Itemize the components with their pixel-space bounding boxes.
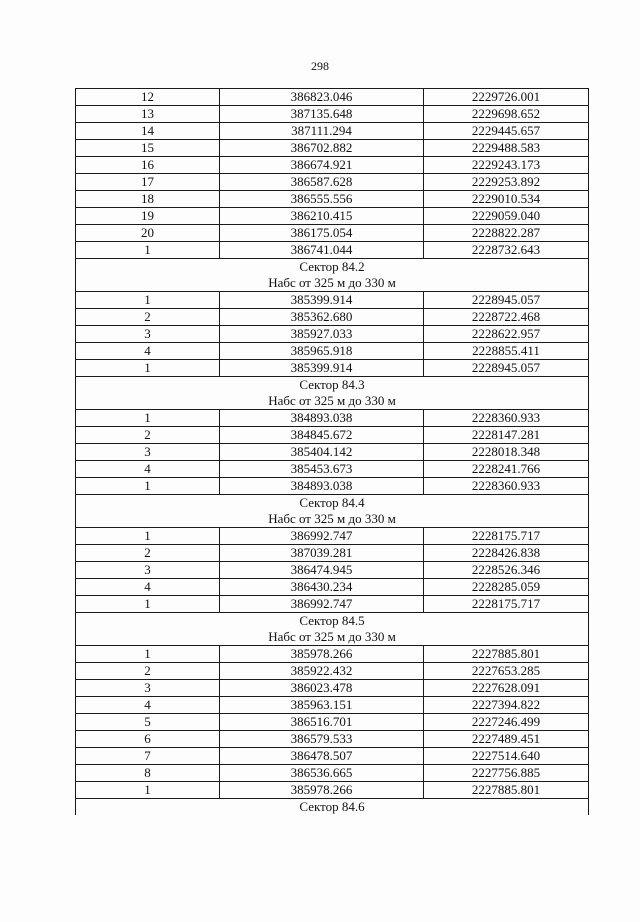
y-coordinate-cell: 2227514.640 <box>424 748 589 765</box>
point-number-cell: 1 <box>76 528 220 545</box>
point-number-cell: 2 <box>76 427 220 444</box>
x-coordinate-cell: 387111.294 <box>220 123 424 140</box>
x-coordinate-cell: 385362.680 <box>220 309 424 326</box>
point-number-cell: 1 <box>76 360 220 377</box>
point-number-cell: 8 <box>76 765 220 782</box>
y-coordinate-cell: 2227628.091 <box>424 680 589 697</box>
point-number-cell: 1 <box>76 782 220 799</box>
x-coordinate-cell: 386430.234 <box>220 579 424 596</box>
x-coordinate-cell: 385399.914 <box>220 360 424 377</box>
x-coordinate-cell: 386741.044 <box>220 242 424 259</box>
x-coordinate-cell: 385399.914 <box>220 292 424 309</box>
point-number-cell: 20 <box>76 225 220 242</box>
table-row <box>76 292 589 309</box>
y-coordinate-cell: 2228722.468 <box>424 309 589 326</box>
table-row <box>76 663 589 680</box>
y-coordinate-cell: 2229726.001 <box>424 89 589 106</box>
sector-heading: Сектор 84.2 <box>76 259 589 276</box>
y-coordinate-cell: 2227885.801 <box>424 782 589 799</box>
table-row <box>76 444 589 461</box>
sector-elevation-row <box>76 629 589 646</box>
point-number-cell: 2 <box>76 545 220 562</box>
x-coordinate-cell: 386555.556 <box>220 191 424 208</box>
point-number-cell: 12 <box>76 89 220 106</box>
y-coordinate-cell: 2228622.957 <box>424 326 589 343</box>
point-number-cell: 19 <box>76 208 220 225</box>
x-coordinate-cell: 386478.507 <box>220 748 424 765</box>
table-row <box>76 714 589 731</box>
point-number-cell: 15 <box>76 140 220 157</box>
table-row <box>76 242 589 259</box>
y-coordinate-cell: 2228945.057 <box>424 360 589 377</box>
sector-elevation-row <box>76 275 589 292</box>
x-coordinate-cell: 386702.882 <box>220 140 424 157</box>
x-coordinate-cell: 384845.672 <box>220 427 424 444</box>
x-coordinate-cell: 386823.046 <box>220 89 424 106</box>
sector-heading: Сектор 84.5 <box>76 613 589 630</box>
y-coordinate-cell: 2229445.657 <box>424 123 589 140</box>
table-row <box>76 360 589 377</box>
x-coordinate-cell: 386516.701 <box>220 714 424 731</box>
sector-heading: Сектор 84.3 <box>76 377 589 394</box>
point-number-cell: 16 <box>76 157 220 174</box>
y-coordinate-cell: 2227885.801 <box>424 646 589 663</box>
y-coordinate-cell: 2228018.348 <box>424 444 589 461</box>
table-row <box>76 123 589 140</box>
table-row <box>76 106 589 123</box>
y-coordinate-cell: 2228526.346 <box>424 562 589 579</box>
table-row <box>76 646 589 663</box>
sector-elevation-range: Набс от 325 м до 330 м <box>76 629 589 646</box>
y-coordinate-cell: 2228285.059 <box>424 579 589 596</box>
point-number-cell: 1 <box>76 646 220 663</box>
x-coordinate-cell: 387135.648 <box>220 106 424 123</box>
table-row <box>76 461 589 478</box>
x-coordinate-cell: 385453.673 <box>220 461 424 478</box>
point-number-cell: 2 <box>76 309 220 326</box>
table-row <box>76 596 589 613</box>
point-number-cell: 4 <box>76 697 220 714</box>
x-coordinate-cell: 386023.478 <box>220 680 424 697</box>
y-coordinate-cell: 2228732.643 <box>424 242 589 259</box>
page-number: 298 <box>311 59 329 73</box>
table-row <box>76 579 589 596</box>
table-row <box>76 478 589 495</box>
y-coordinate-cell: 2229243.173 <box>424 157 589 174</box>
point-number-cell: 3 <box>76 562 220 579</box>
table-row <box>76 545 589 562</box>
y-coordinate-cell: 2228945.057 <box>424 292 589 309</box>
table-row <box>76 89 589 106</box>
point-number-cell: 1 <box>76 410 220 427</box>
point-number-cell: 1 <box>76 292 220 309</box>
sector-elevation-row <box>76 511 589 528</box>
point-number-cell: 4 <box>76 461 220 478</box>
point-number-cell: 3 <box>76 680 220 697</box>
x-coordinate-cell: 386992.747 <box>220 596 424 613</box>
point-number-cell: 5 <box>76 714 220 731</box>
y-coordinate-cell: 2228360.933 <box>424 478 589 495</box>
y-coordinate-cell: 2228822.287 <box>424 225 589 242</box>
y-coordinate-cell: 2227394.822 <box>424 697 589 714</box>
coordinates-table <box>75 88 589 815</box>
table-row <box>76 225 589 242</box>
y-coordinate-cell: 2229253.892 <box>424 174 589 191</box>
y-coordinate-cell: 2228426.838 <box>424 545 589 562</box>
y-coordinate-cell: 2227489.451 <box>424 731 589 748</box>
point-number-cell: 3 <box>76 444 220 461</box>
table-row <box>76 697 589 714</box>
table-row <box>76 427 589 444</box>
y-coordinate-cell: 2227246.499 <box>424 714 589 731</box>
table-row <box>76 174 589 191</box>
point-number-cell: 4 <box>76 579 220 596</box>
point-number-cell: 7 <box>76 748 220 765</box>
x-coordinate-cell: 384893.038 <box>220 478 424 495</box>
x-coordinate-cell: 385922.432 <box>220 663 424 680</box>
table-row <box>76 562 589 579</box>
point-number-cell: 14 <box>76 123 220 140</box>
sector-heading-row <box>76 495 589 512</box>
sector-elevation-range: Набс от 325 м до 330 м <box>76 275 589 292</box>
x-coordinate-cell: 386210.415 <box>220 208 424 225</box>
table-row <box>76 343 589 360</box>
table-row <box>76 731 589 748</box>
x-coordinate-cell: 386587.628 <box>220 174 424 191</box>
sector-heading-row <box>76 259 589 276</box>
x-coordinate-cell: 386175.054 <box>220 225 424 242</box>
x-coordinate-cell: 386579.533 <box>220 731 424 748</box>
y-coordinate-cell: 2228360.933 <box>424 410 589 427</box>
sector-elevation-range: Набс от 325 м до 330 м <box>76 511 589 528</box>
x-coordinate-cell: 384893.038 <box>220 410 424 427</box>
sector-elevation-range: Набс от 325 м до 330 м <box>76 393 589 410</box>
point-number-cell: 1 <box>76 478 220 495</box>
x-coordinate-cell: 386992.747 <box>220 528 424 545</box>
point-number-cell: 4 <box>76 343 220 360</box>
y-coordinate-cell: 2229059.040 <box>424 208 589 225</box>
point-number-cell: 1 <box>76 596 220 613</box>
table-row <box>76 528 589 545</box>
table-row <box>76 140 589 157</box>
table-row <box>76 410 589 427</box>
y-coordinate-cell: 2229698.652 <box>424 106 589 123</box>
table-row <box>76 748 589 765</box>
y-coordinate-cell: 2229010.534 <box>424 191 589 208</box>
point-number-cell: 13 <box>76 106 220 123</box>
x-coordinate-cell: 386474.945 <box>220 562 424 579</box>
point-number-cell: 2 <box>76 663 220 680</box>
table-row <box>76 782 589 799</box>
point-number-cell: 3 <box>76 326 220 343</box>
sector-heading: Сектор 84.6 <box>76 799 589 816</box>
sector-heading-row <box>76 377 589 394</box>
y-coordinate-cell: 2227653.285 <box>424 663 589 680</box>
x-coordinate-cell: 387039.281 <box>220 545 424 562</box>
y-coordinate-cell: 2228147.281 <box>424 427 589 444</box>
table-row <box>76 680 589 697</box>
point-number-cell: 17 <box>76 174 220 191</box>
x-coordinate-cell: 385963.151 <box>220 697 424 714</box>
x-coordinate-cell: 385404.142 <box>220 444 424 461</box>
x-coordinate-cell: 385978.266 <box>220 782 424 799</box>
x-coordinate-cell: 386536.665 <box>220 765 424 782</box>
sector-heading-row <box>76 613 589 630</box>
coordinates-table-body <box>76 89 589 816</box>
table-row <box>76 157 589 174</box>
x-coordinate-cell: 386674.921 <box>220 157 424 174</box>
y-coordinate-cell: 2228241.766 <box>424 461 589 478</box>
sector-elevation-row <box>76 393 589 410</box>
table-row <box>76 191 589 208</box>
point-number-cell: 18 <box>76 191 220 208</box>
y-coordinate-cell: 2228175.717 <box>424 528 589 545</box>
y-coordinate-cell: 2228175.717 <box>424 596 589 613</box>
y-coordinate-cell: 2228855.411 <box>424 343 589 360</box>
table-row <box>76 309 589 326</box>
x-coordinate-cell: 385927.033 <box>220 326 424 343</box>
sector-heading: Сектор 84.4 <box>76 495 589 512</box>
x-coordinate-cell: 385965.918 <box>220 343 424 360</box>
point-number-cell: 6 <box>76 731 220 748</box>
x-coordinate-cell: 385978.266 <box>220 646 424 663</box>
sector-heading-row <box>76 799 589 816</box>
y-coordinate-cell: 2227756.885 <box>424 765 589 782</box>
point-number-cell: 1 <box>76 242 220 259</box>
table-row <box>76 326 589 343</box>
y-coordinate-cell: 2229488.583 <box>424 140 589 157</box>
table-row <box>76 208 589 225</box>
table-row <box>76 765 589 782</box>
